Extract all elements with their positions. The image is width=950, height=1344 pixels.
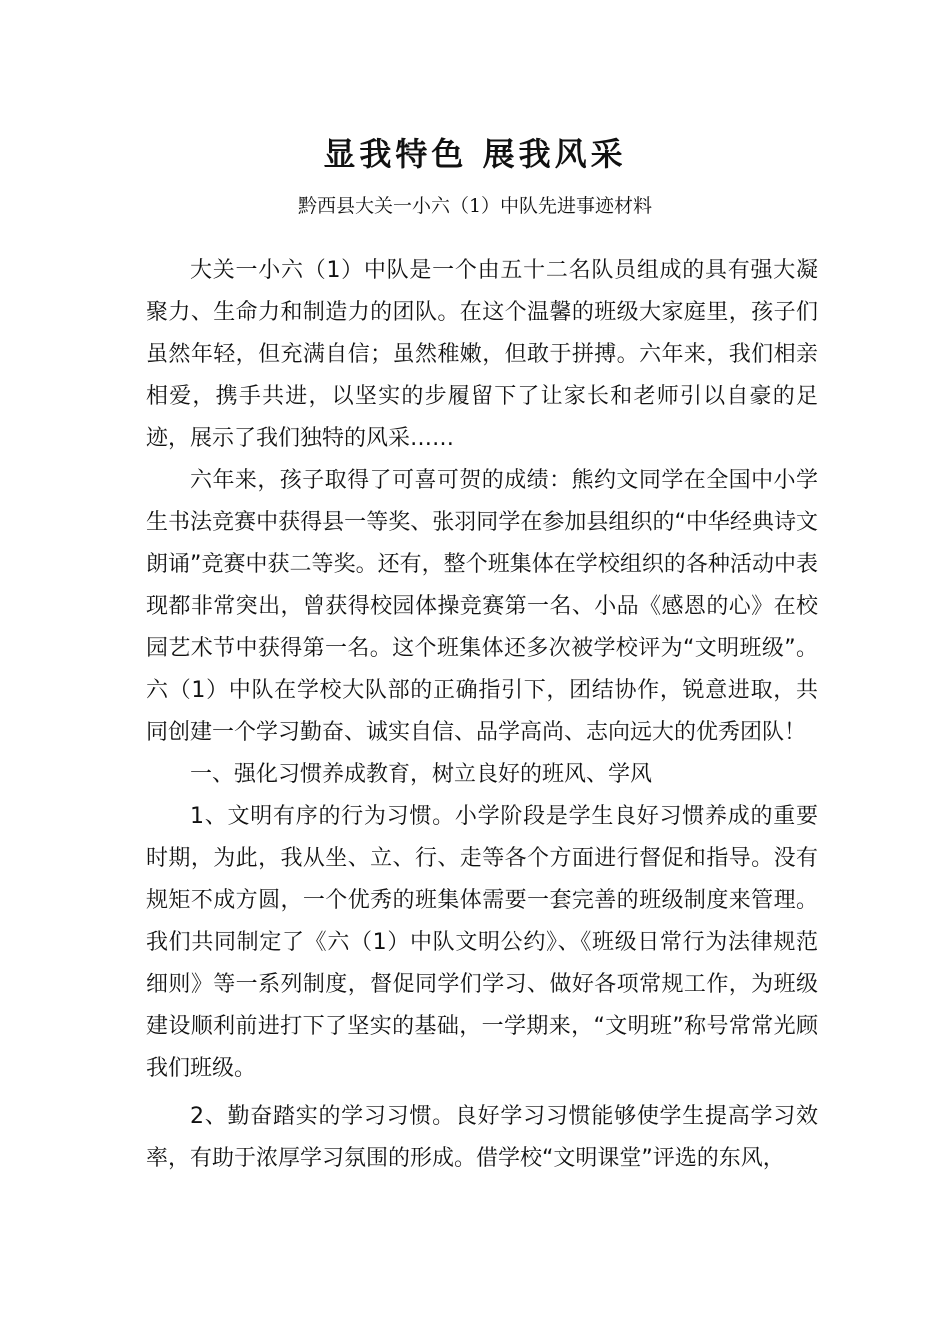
document-body [146,250,818,1180]
section-heading-1: 一、强化习惯养成教育，树立良好的班风、学风 [190,762,653,787]
paragraph-behavior-habits: 1、文明有序的行为习惯。小学阶段是学生良好习惯养成的重要时期，为此，我从坐、立、行、走等各个方面进行督促和指导。没有规矩不成方圆，一个优秀的班集体需要一套完善的班级制度来管理。我们共同制定了《六（1）中队文明公约》、《班级日常行为法律规范细则》等一系列制度，督促同学们学习、做好各项常规工作，为班级建设顺利前进打下了坚实的基础，一学期来，“文明班”称号常常光顾我们班级。 [146,804,818,1081]
paragraph-achievements: 六年来，孩子取得了可喜可贺的成绩：熊约文同学在全国中小学生书法竞赛中获得县一等奖、张羽同学在参加县组织的“中华经典诗文朗诵”竞赛中获二等奖。还有，整个班集体在学校组织的各种活动中表现都非常突出，曾获得校园体操竞赛第一名、小品《感恩的心》在校园艺术节中获得第一名。这个班集体还多次被学校评为“文明班级”。 六（1）中队在学校大队部的正确指引下，团结协作，锐意进取，共同创建一个学习勤奋、诚实自信、品学高尚、志向远大的优秀团队！ [146,468,818,745]
document-title: 显我特色 展我风采 [323,135,627,173]
paragraph-study-habits: 2、勤奋踏实的学习习惯。良好学习习惯能够使学生提高学习效率，有助于浓厚学习氛围的形成。借学校“文明课堂”评选的东风， [146,1104,818,1171]
paragraph-intro: 大关一小六（1）中队是一个由五十二名队员组成的具有强大凝聚力、生命力和制造力的团队。在这个温馨的班级大家庭里，孩子们虽然年轻，但充满自信；虽然稚嫩，但敢于拼搏。六年来，我们相亲相爱，携手共进，以坚实的步履留下了让家长和老师引以自豪的足迹，展示了我们独特的风采…… [146,258,818,451]
document-subtitle: 黔西县大关一小六（1）中队先进事迹材料 [297,195,653,217]
